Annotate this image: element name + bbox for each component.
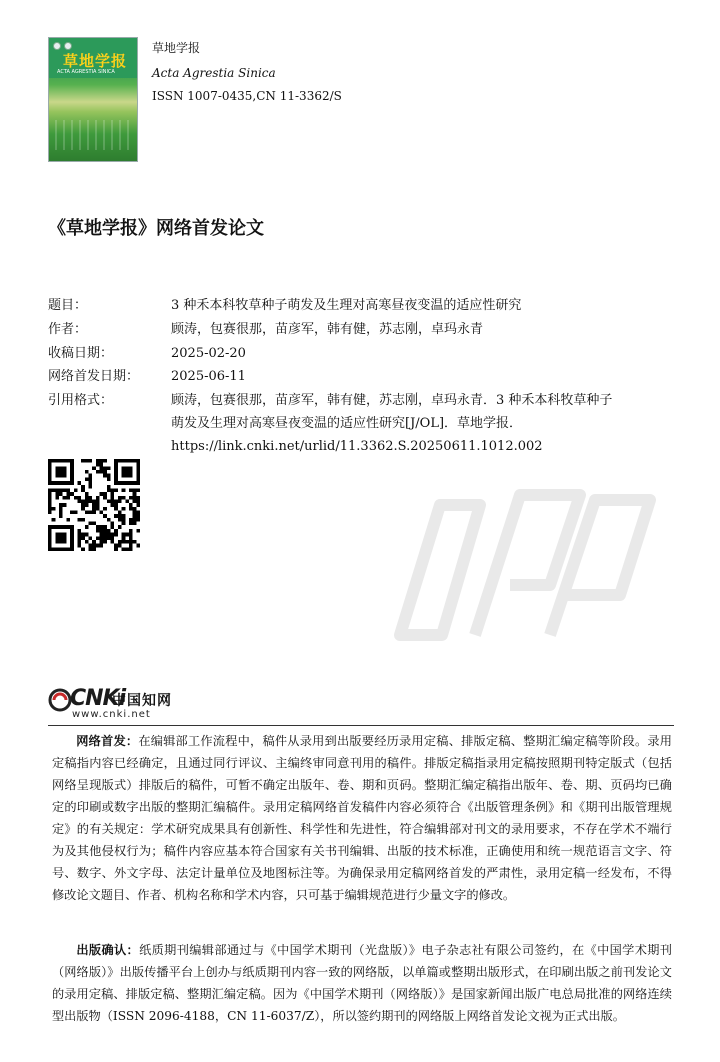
journal-cover-image — [48, 37, 138, 162]
cnki-swirl-icon — [48, 688, 72, 712]
journal-issn: ISSN 1007-0435,CN 11-3362/S — [152, 89, 342, 103]
notice-text-online-first: 在编辑部工作流程中，稿件从录用到出版要经历录用定稿、排版定稿、整期汇编定稿等阶段。录用定稿指内容已经确定，且通过同行评议、主编终审同意刊用的稿件。排版定稿指录用定稿按照期刊特定版式（包括网络呈现版式）排版后的稿件，可暂不确定出版年、卷、期和页码。整期汇编定稿指出版年、卷、期、页码均已确定的印刷或数字出版的整期汇编稿件。录用定稿网络首发稿件内容必须符合《出版管理条例》和《期刊出版管理规定》的有关规定：学术研究成果具有创新性、科学性和先进性，符合编辑部对刊文的录用要求，不存在学术不端行为及其他侵权行为；稿件内容应基本符合国家有关书刊编辑、出版的技术标准，正确使用和统一规范语言文字、符号、数字、外文字母、法定计量单位及地图标注等。为确保录用定稿网络首发的严肃性，录用定稿一经发布，不得修改论文题目、作者、机构名称和学术内容，只可基于编辑规范进行少量文字的修改。 — [52, 734, 672, 902]
notice-paragraph-online-first — [52, 730, 672, 906]
journal-name-en: Acta Agrestia Sinica — [152, 66, 276, 80]
online-date-value: 2025-06-11 — [171, 369, 246, 384]
cover-emblem-icon — [64, 42, 72, 50]
journal-name-cn: 草地学报 — [152, 41, 201, 55]
cnki-url: www.cnki.net — [72, 709, 151, 720]
title-label: 题目： — [48, 298, 88, 313]
notice-label-confirmation: 出版确认： — [76, 943, 140, 957]
citation-label: 引用格式： — [48, 393, 114, 408]
received-date-label: 收稿日期： — [48, 346, 114, 361]
cover-subtitle: ACTA AGRESTIA SINICA — [57, 69, 115, 75]
authors-value: 顾涛，包赛很那，苗彦军，韩有健，苏志刚，卓玛永青 — [171, 322, 484, 337]
notice-text-confirmation: 纸质期刊编辑部通过与《中国学术期刊（光盘版）》电子杂志社有限公司签约，在《中国学术期刊（网络版）》出版传播平台上创办与纸质期刊内容一致的网络版，以单篇或整期出版形式，在印刷出版之前刊发论文的录用定稿、排版定稿、整期汇编定稿。因为《中国学术期刊（网络版）》是国家新闻出版广电总局批准的网络连续型出版物（ISSN 2096-4188，CN 11-6037/Z），所以签约期刊的网络版上网络首发论文视为正式出版。 — [52, 943, 672, 1023]
cover-emblem-icon — [53, 42, 61, 50]
cover-title: 草地学报 — [63, 52, 128, 70]
qr-code-icon[interactable] — [48, 459, 140, 551]
page-title: 《草地学报》网络首发论文 — [48, 218, 264, 239]
citation-line-2: 萌发及生理对高寒昼夜变温的适应性研究[J/OL]．草地学报． — [171, 416, 523, 431]
online-date-label: 网络首发日期： — [48, 369, 140, 384]
cnki-name-cn: 中国知网 — [112, 693, 172, 709]
watermark-logo — [380, 465, 680, 665]
cnki-brand: CNKi — [70, 686, 126, 711]
cnki-logo — [48, 686, 178, 722]
notice-label-online-first: 网络首发： — [76, 734, 139, 748]
received-date-value: 2025-02-20 — [171, 346, 246, 361]
citation-url-link[interactable]: https://link.cnki.net/urlid/11.3362.S.20250611.1012.002 — [171, 439, 543, 454]
citation-line-1: 顾涛，包赛很那，苗彦军，韩有健，苏志刚，卓玛永青．3 种禾本科牧草种子 — [171, 393, 613, 408]
notice-paragraph-confirmation — [52, 939, 672, 1027]
divider — [48, 725, 674, 726]
cover-field-stripes — [55, 120, 133, 150]
authors-label: 作者： — [48, 322, 88, 337]
title-value: 3 种禾本科牧草种子萌发及生理对高寒昼夜变温的适应性研究 — [171, 298, 522, 313]
